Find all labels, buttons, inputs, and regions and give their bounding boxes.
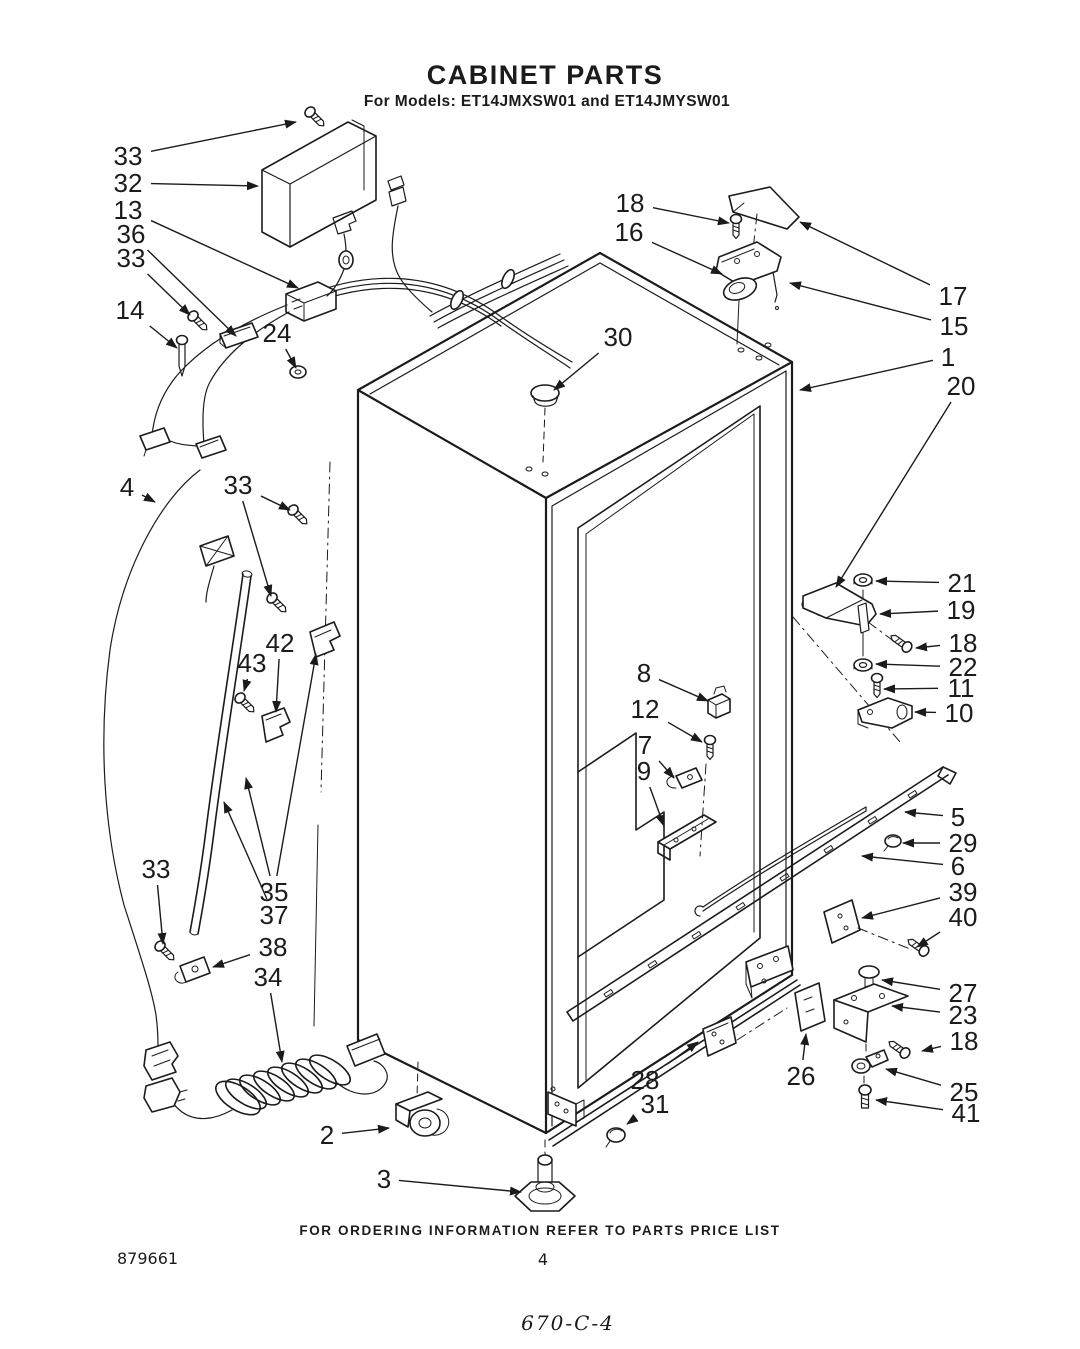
leader-line-24 (286, 349, 296, 368)
callout-22-21: 22 (948, 652, 978, 682)
leader-line-8 (659, 680, 708, 701)
leader-line-5 (905, 812, 943, 816)
leader-line-33 (243, 501, 271, 596)
callout-21-18: 21 (947, 568, 977, 598)
leader-line-18 (653, 208, 729, 223)
leader-line-15 (790, 283, 931, 320)
corner-bracket-front (548, 1092, 584, 1126)
callout-18-35: 18 (949, 1026, 979, 1056)
callout-6-30: 6 (950, 851, 966, 881)
page-number: 4 (537, 1250, 549, 1269)
callout-17-10: 17 (938, 281, 968, 311)
callout-38-44: 38 (258, 932, 288, 962)
callout-33-41: 33 (141, 854, 171, 884)
leveling-leg (515, 1140, 575, 1211)
leader-line-32 (151, 184, 258, 186)
leader-line-12 (668, 722, 702, 742)
callout-25-36: 25 (949, 1077, 979, 1107)
callout-14-5: 14 (115, 295, 145, 325)
leader-line-33 (151, 122, 296, 151)
leader-line-31 (627, 1120, 633, 1124)
leader-line-40 (917, 932, 940, 947)
callout-16-8: 16 (614, 217, 644, 247)
leader-line-11 (884, 688, 938, 689)
models-subtitle: For Models: ET14JMXSW01 and ET14JMYSW01 (363, 93, 731, 110)
plate-39 (824, 900, 910, 949)
callout-34-45: 34 (253, 962, 283, 992)
callout-26-38: 26 (786, 1061, 816, 1091)
callout-42-16: 42 (265, 628, 295, 658)
ordering-footer: FOR ORDERING INFORMATION REFER TO PARTS PRICE LIST (299, 1223, 781, 1238)
plate-26 (795, 983, 825, 1031)
leader-line-35 (277, 654, 316, 876)
callout-33-15: 33 (223, 470, 253, 500)
leader-line-22 (876, 664, 940, 666)
center-hinge (793, 574, 914, 742)
callout-2-46: 2 (319, 1120, 335, 1150)
screw-41 (859, 1085, 871, 1108)
callout-24-6: 24 (262, 318, 292, 348)
leader-line-39 (862, 898, 940, 918)
callout-30-9: 30 (603, 322, 633, 352)
callout-28-39: 28 (630, 1065, 660, 1095)
callout-18-20: 18 (948, 628, 978, 658)
leader-line-25 (886, 1069, 941, 1085)
tube-clamp (175, 957, 210, 983)
callout-29-29: 29 (948, 828, 978, 858)
callout-37-43: 37 (259, 900, 289, 930)
access-panel (262, 105, 376, 247)
top-hinge (716, 187, 799, 344)
leader-line-43 (244, 679, 247, 691)
callout-18-7: 18 (615, 188, 645, 218)
doc-number: 879661 (117, 1249, 179, 1268)
leader-line-19 (880, 611, 938, 614)
callout-20-13: 20 (946, 371, 976, 401)
cube-clip (708, 686, 730, 718)
callout-40-32: 40 (948, 902, 978, 932)
callout-4-14: 4 (119, 472, 135, 502)
callout-39-31: 39 (948, 877, 978, 907)
callout-5-28: 5 (950, 802, 966, 832)
callout-7-26: 7 (637, 730, 653, 760)
support-rod (695, 807, 866, 916)
callout-9-27: 9 (636, 756, 652, 786)
leader-line-41 (876, 1100, 943, 1110)
exploded-view-drawing (104, 105, 956, 1211)
rail-bracket (658, 815, 716, 860)
leader-line-33 (261, 496, 290, 510)
callout-23-34: 23 (948, 1000, 978, 1030)
plate-28 (703, 1008, 787, 1056)
leader-line-17 (800, 222, 930, 285)
callout-1-12: 1 (940, 342, 956, 372)
hole-plug-29 (884, 835, 901, 851)
leader-line-6 (862, 856, 943, 864)
leader-line-20 (836, 402, 951, 587)
kick-rail (549, 980, 800, 1146)
callout-33-0: 33 (113, 141, 143, 171)
leader-line-4 (142, 495, 155, 502)
leader-line-18 (922, 1046, 941, 1051)
leader-line-14 (150, 326, 177, 348)
leader-line-33 (157, 885, 163, 944)
fastener-18 (886, 1037, 912, 1060)
grommet (290, 366, 306, 378)
callout-13-2: 13 (113, 195, 143, 225)
callout-15-11: 15 (939, 311, 969, 341)
callout-11-22: 11 (947, 673, 975, 703)
page-title: CABINET PARTS (426, 60, 664, 90)
callout-10-23: 10 (944, 698, 974, 728)
drain-tube (190, 570, 252, 935)
shelf-clip (667, 768, 702, 788)
leader-line-42 (276, 659, 279, 712)
callout-33-4: 33 (116, 243, 146, 273)
leader-line-34 (271, 993, 282, 1062)
leader-line-27 (882, 980, 940, 989)
wire-harness-left (104, 470, 200, 1046)
callout-3-47: 3 (376, 1164, 392, 1194)
leader-line-3 (399, 1180, 521, 1192)
cabinet-outline (314, 253, 792, 1133)
screw-12 (700, 736, 716, 857)
leader-line-23 (892, 1006, 940, 1012)
callout-43-17: 43 (237, 648, 267, 678)
callout-19-19: 19 (946, 595, 976, 625)
leader-line-30 (554, 353, 599, 390)
leader-line-38 (213, 955, 250, 967)
callout-36-3: 36 (116, 219, 146, 249)
callout-12-25: 12 (630, 694, 660, 724)
callout-27-33: 27 (948, 978, 978, 1008)
leader-line-33 (148, 274, 190, 315)
caster (396, 1062, 449, 1136)
drawing-code: 670-C-4 (521, 1311, 615, 1335)
leader-line-2 (342, 1128, 389, 1133)
callout-31-40: 31 (640, 1089, 670, 1119)
plug-button-top (526, 385, 559, 476)
callout-8-24: 8 (636, 658, 652, 688)
leader-line-21 (876, 581, 939, 582)
hole-plug-31 (606, 1128, 625, 1147)
wiring-harness (152, 176, 572, 444)
callout-32-1: 32 (113, 168, 143, 198)
leader-line-1 (800, 360, 933, 390)
callout-41-37: 41 (951, 1098, 981, 1128)
clamp-25 (852, 1050, 888, 1085)
power-cord (144, 1034, 387, 1121)
leader-line-26 (803, 1034, 806, 1060)
harness-connectors (140, 428, 234, 602)
leader-line-18 (916, 645, 940, 648)
leader-line-36 (147, 250, 236, 336)
callout-35-42: 35 (259, 877, 289, 907)
leader-line-16 (652, 242, 722, 274)
leader-line-7 (659, 761, 674, 778)
cabinet-opening (578, 406, 760, 1088)
leader-line-37 (224, 802, 267, 899)
